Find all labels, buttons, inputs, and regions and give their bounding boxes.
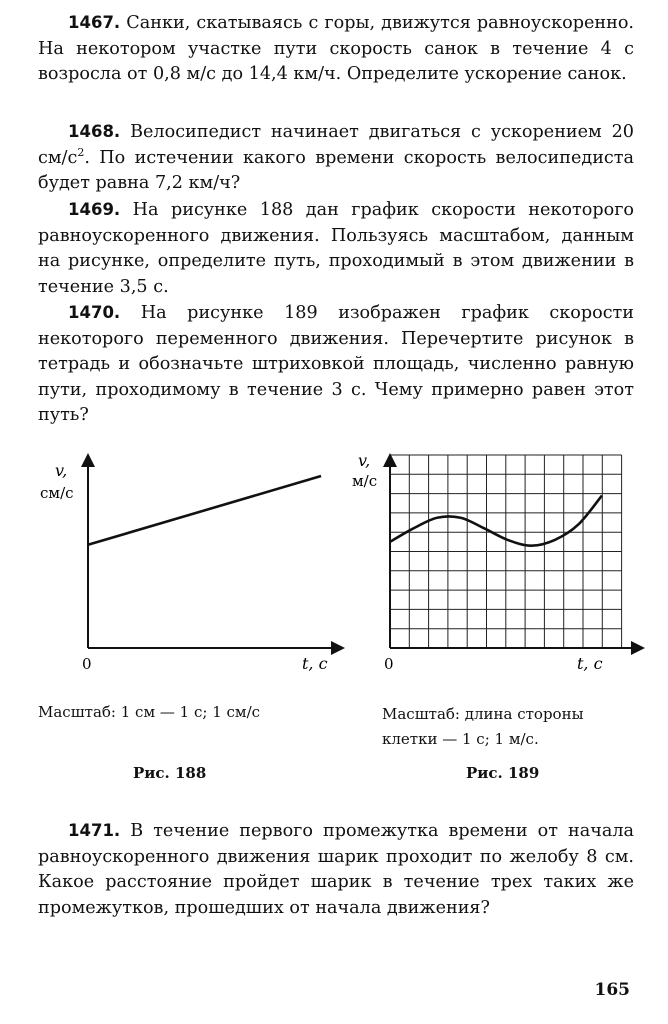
fig189-y-unit: м/с [352, 472, 378, 490]
figure-188 [40, 460, 338, 673]
fig189-x-label: t, с [577, 654, 603, 673]
problem-text: Санки, скатываясь с горы, движутся равноускоренно. На некотором участке пути скорость санок в течение 4 с возросла от 0,8 м/с до 14,4 км/ч. Определите ускорение санок. [38, 13, 635, 85]
problem-text: В течение первого промежутка времени от начала равноускоренного движения шарик проходит по желобу 8 см. Какое расстояние пройдет шарик в течение трех таких же промежутков, прошедших от начала движения? [38, 821, 634, 918]
problem-number: 1469. [68, 200, 121, 219]
problem-number: 1468. [68, 122, 121, 141]
fig189-caption: Рис. 189 [466, 764, 540, 782]
problem-number: 1467. [68, 13, 121, 32]
problem-text-continued: . По истечении какого времени скорость велосипедиста будет равна 7,2 км/ч? [38, 147, 634, 194]
figure-189 [352, 451, 638, 673]
fig189-scale-note [382, 702, 584, 752]
problem-1471 [38, 818, 634, 921]
scale-line: клетки — 1 с; 1 м/с. [382, 730, 539, 748]
problem-text: На рисунке 188 дан график скорости некоторого равноускоренного движения. Пользуясь масштабом, данным на рисунке, определите путь, проходимый в этом движении в течение 3,5 с. [38, 200, 635, 297]
problem-number: 1471. [68, 821, 121, 840]
problem-text: На рисунке 189 изображен график скорости некоторого переменного движения. Перечертите рисунок в тетрадь и обозначьте штриховкой площадь, численно равную пути, проходимому в течение 3 с. Чему примерно равен этот путь? [38, 303, 635, 426]
fig189-y-label: v, [358, 451, 371, 470]
fig189-grid [390, 455, 622, 648]
scale-line: Масштаб: длина стороны [382, 705, 584, 723]
problem-text: Велосипедист начинает двигаться с ускорением 20 см/с [38, 122, 634, 168]
fig188-y-unit: см/с [40, 484, 74, 502]
fig189-velocity-curve [390, 496, 602, 546]
fig188-x-label: t, с [302, 654, 328, 673]
fig188-y-label: v, [55, 461, 68, 480]
fig188-caption: Рис. 188 [133, 764, 207, 782]
fig189-origin: 0 [384, 655, 394, 673]
problem-number: 1470. [68, 303, 121, 322]
fig188-scale-note [38, 700, 260, 725]
fig188-velocity-line [88, 476, 321, 545]
superscript: 2 [77, 145, 85, 159]
page-number: 165 [594, 980, 630, 1000]
fig188-origin: 0 [82, 655, 92, 673]
scale-line: Масштаб: 1 см — 1 с; 1 см/с [38, 703, 261, 721]
